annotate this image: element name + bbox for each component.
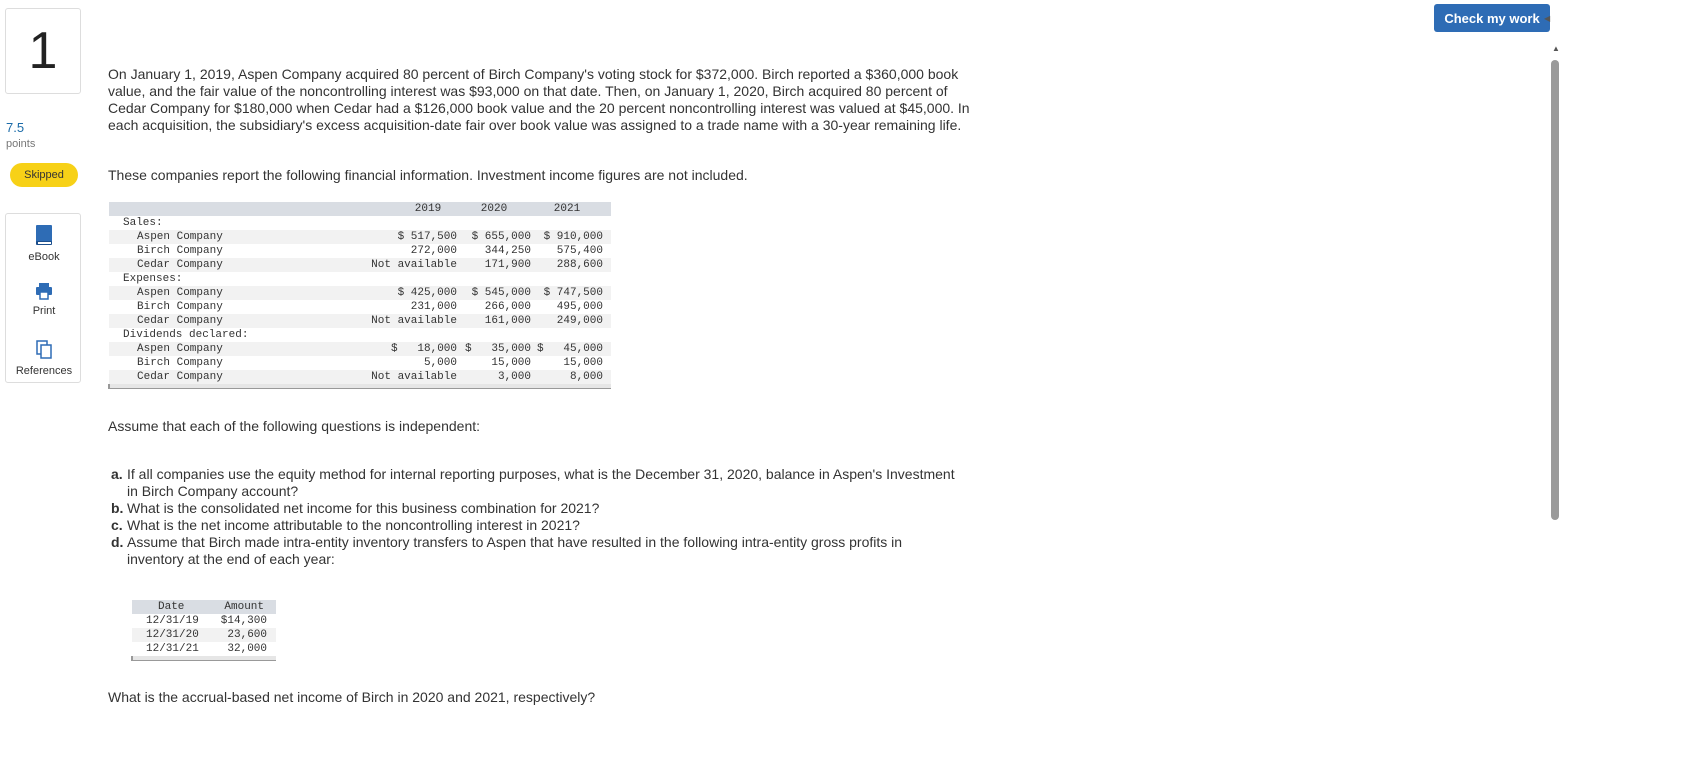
table-row: Cedar Company Not available 161,000 249,000	[109, 314, 611, 328]
question-text: Assume that Birch made intra-entity inventory transfers to Aspen that have resulted in the following intra-entity gross profits in inventory at the end of each year:	[127, 534, 903, 567]
table-header: Date	[132, 600, 208, 614]
question-item	[111, 534, 961, 568]
scrollbar[interactable]	[1544, 14, 1562, 766]
table-header: 2019	[339, 202, 457, 216]
table-footer	[132, 656, 276, 661]
check-my-work-button[interactable]: Check my work	[1434, 4, 1550, 32]
intro-paragraph: On January 1, 2019, Aspen Company acquired 80 percent of Birch Company's voting stock for $372,000. Birch reported a $360,000 book value, and the fair value of the noncontrolling interest was $93,000 on that date. Then, on January 1, 2020, Birch acquired 80 percent of Cedar Company for $180,000 when Cedar had a $126,000 book value and the 20 percent noncontrolling interest was valued at $45,000. In each acquisition, the subsidiary's excess acquisition-date fair over book value was assigned to a trade name with a 30-year remaining life.	[108, 66, 970, 133]
table-row: Sales:	[123, 217, 163, 229]
book-icon	[35, 224, 53, 246]
table-row: Aspen Company $ 425,000 $ 545,000 $ 747,500	[109, 286, 611, 300]
question-letter: d.	[111, 534, 124, 550]
assume-paragraph: Assume that each of the following questions is independent:	[108, 418, 481, 434]
table-header: Amount	[208, 600, 276, 614]
points-value: 7.5	[6, 120, 25, 135]
question-text: What is the consolidated net income for this business combination for 2021?	[127, 500, 600, 516]
table-header: 2021	[531, 202, 603, 216]
table-row: Aspen Company $ 517,500 $ 655,000 $ 910,000	[109, 230, 611, 244]
references-label: References	[15, 365, 73, 377]
report-paragraph: These companies report the following financial information. Investment income figures are not included.	[108, 167, 748, 183]
collapse-arrow-icon[interactable]: ◀	[1544, 14, 1551, 23]
table-row: 12/31/19 $14,300	[146, 615, 267, 627]
table-row: 12/31/20 23,600	[132, 628, 276, 642]
table-row: Dividends declared:	[123, 329, 249, 341]
ebook-button[interactable]	[6, 224, 82, 263]
table-row: 12/31/21 32,000	[146, 643, 267, 655]
question-item	[111, 466, 961, 500]
copy-icon	[35, 340, 53, 360]
tools-panel	[5, 213, 81, 383]
print-button[interactable]	[6, 282, 82, 317]
question-letter: c.	[111, 517, 123, 533]
question-letter: a.	[111, 466, 123, 482]
print-label: Print	[32, 305, 56, 317]
question-body	[108, 66, 988, 134]
table-row: Birch Company 5,000 15,000 15,000	[137, 357, 603, 369]
printer-icon	[35, 282, 53, 300]
table-row: Cedar Company Not available 171,900 288,600	[109, 258, 611, 272]
table-header	[109, 202, 339, 216]
financial-table	[108, 202, 611, 389]
table-row: Cedar Company Not available 3,000 8,000	[109, 370, 611, 384]
table-row: Birch Company 272,000 344,250 575,400	[137, 245, 603, 257]
question-text: If all companies use the equity method for internal reporting purposes, what is the December 31, 2020, balance in Aspen's Investment in Birch Company account?	[127, 466, 955, 499]
status-badge: Skipped	[10, 163, 78, 187]
question-item	[111, 500, 961, 517]
table-row: Birch Company 231,000 266,000 495,000	[137, 301, 603, 313]
question-text: What is the net income attributable to the noncontrolling interest in 2021?	[127, 517, 580, 533]
table-header: 2020	[457, 202, 531, 216]
question-letter: b.	[111, 500, 124, 516]
points-label: points	[6, 138, 36, 150]
question-number: 1	[5, 8, 81, 94]
question-list	[111, 466, 961, 568]
ebook-label: eBook	[28, 251, 60, 263]
scroll-up-icon[interactable]: ▲	[1552, 44, 1560, 53]
table-footer	[109, 384, 611, 389]
table-row: Aspen Company $ 18,000 $ 35,000 $ 45,000	[109, 342, 611, 356]
question-item	[111, 517, 961, 534]
scrollbar-thumb[interactable]	[1551, 60, 1559, 520]
intra-entity-table	[131, 600, 276, 661]
final-question: What is the accrual-based net income of Birch in 2020 and 2021, respectively?	[108, 689, 596, 705]
table-row: Expenses:	[123, 273, 183, 285]
references-button[interactable]	[6, 340, 82, 377]
